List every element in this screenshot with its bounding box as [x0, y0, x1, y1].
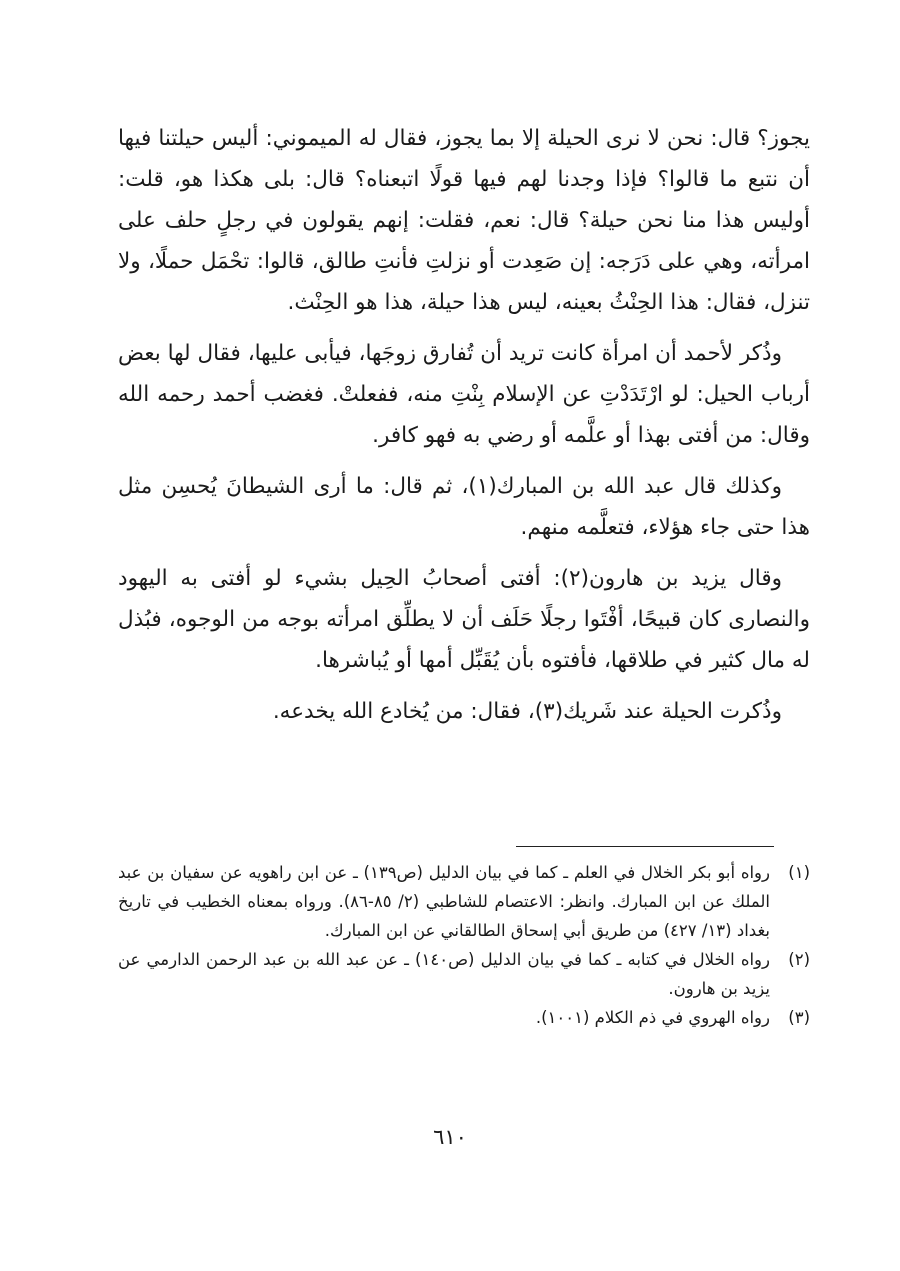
- paragraph-2: وذُكر لأحمد أن امرأة كانت تريد أن تُفارق زوجَها، فيأبى عليها، فقال لها بعض أرباب الحيل: لو ارْتَدَدْتِ عن الإسلام بِنْتِ منه، ففعلتْ. فغضب أحمد رحمه الله وقال: من أفتى بهذا أو علَّمه أو رضي به فهو كافر.: [118, 341, 810, 448]
- paragraph-3: وكذلك قال عبد الله بن المبارك(١)، ثم قال: ما أرى الشيطانَ يُحسِن مثل هذا حتى جاء هؤلاء، فتعلَّمه منهم.: [118, 474, 810, 540]
- footnote-text: رواه الهروي في ذم الكلام (١٠٠١).: [535, 1008, 770, 1027]
- main-text: [118, 118, 810, 742]
- footnote-number: (٣): [788, 1008, 810, 1027]
- footnotes: [118, 858, 810, 1032]
- footnote-text: رواه الخلال في كتابه ـ كما في بيان الدليل (ص١٤٠) ـ عن عبد الله بن عبد الرحمن الدارمي عن يزيد بن هارون.: [118, 950, 770, 998]
- paragraph-5: وذُكرت الحيلة عند شَريك(٣)، فقال: من يُخادع الله يخدعه.: [272, 699, 782, 724]
- footnote-text: رواه أبو بكر الخلال في العلم ـ كما في بيان الدليل (ص١٣٩) ـ عن ابن راهويه عن سفيان بن عبد الملك عن ابن المبارك. وانظر: الاعتصام للشاطبي (٢/ ٨٥-٨٦). ورواه بمعناه الخطيب في تاريخ بغداد (١٣/ ٤٢٧) من طريق أبي إسحاق الطالقاني عن ابن المبارك.: [118, 863, 770, 940]
- paragraph-4: وقال يزيد بن هارون(٢): أفتى أصحابُ الحِيل بشيء لو أفتى به اليهود والنصارى كان قبيحًا، أفْتَوا رجلًا حَلَف أن لا يطلِّق امرأته بوجه من الوجوه، فبُذل له مال كثير في طلاقها، فأفتوه بأن يُقَبِّل أمها أو يُباشرها.: [118, 566, 810, 673]
- footnote-separator: [516, 846, 774, 847]
- paragraph-1: يجوز؟ قال: نحن لا نرى الحيلة إلا بما يجوز، فقال له الميموني: أليس حيلتنا فيها أن نتبع ما قالوا؟ فإذا وجدنا لهم فيها قولًا اتبعناه؟ قال: بلى هكذا هو، قلت: أوليس هذا منا نحن حيلة؟ قال: نعم، فقلت: إنهم يقولون في رجلٍ حلف على امرأته، وهي على دَرَجه: إن صَعِدت أو نزلتِ فأنتِ طالق، قالوا: تحْمَل حملًا، ولا تنزل، فقال: هذا الحِنْثُ بعينه، ليس هذا حيلة، هذا هو الحِنْث.: [118, 126, 810, 315]
- footnote-1: [118, 858, 810, 945]
- footnote-number: (٢): [788, 950, 810, 969]
- page-number: ٦١٠: [433, 1125, 467, 1149]
- footnote-3: [118, 1003, 810, 1032]
- footnote-number: (١): [788, 863, 810, 882]
- footnote-2: [118, 945, 810, 1003]
